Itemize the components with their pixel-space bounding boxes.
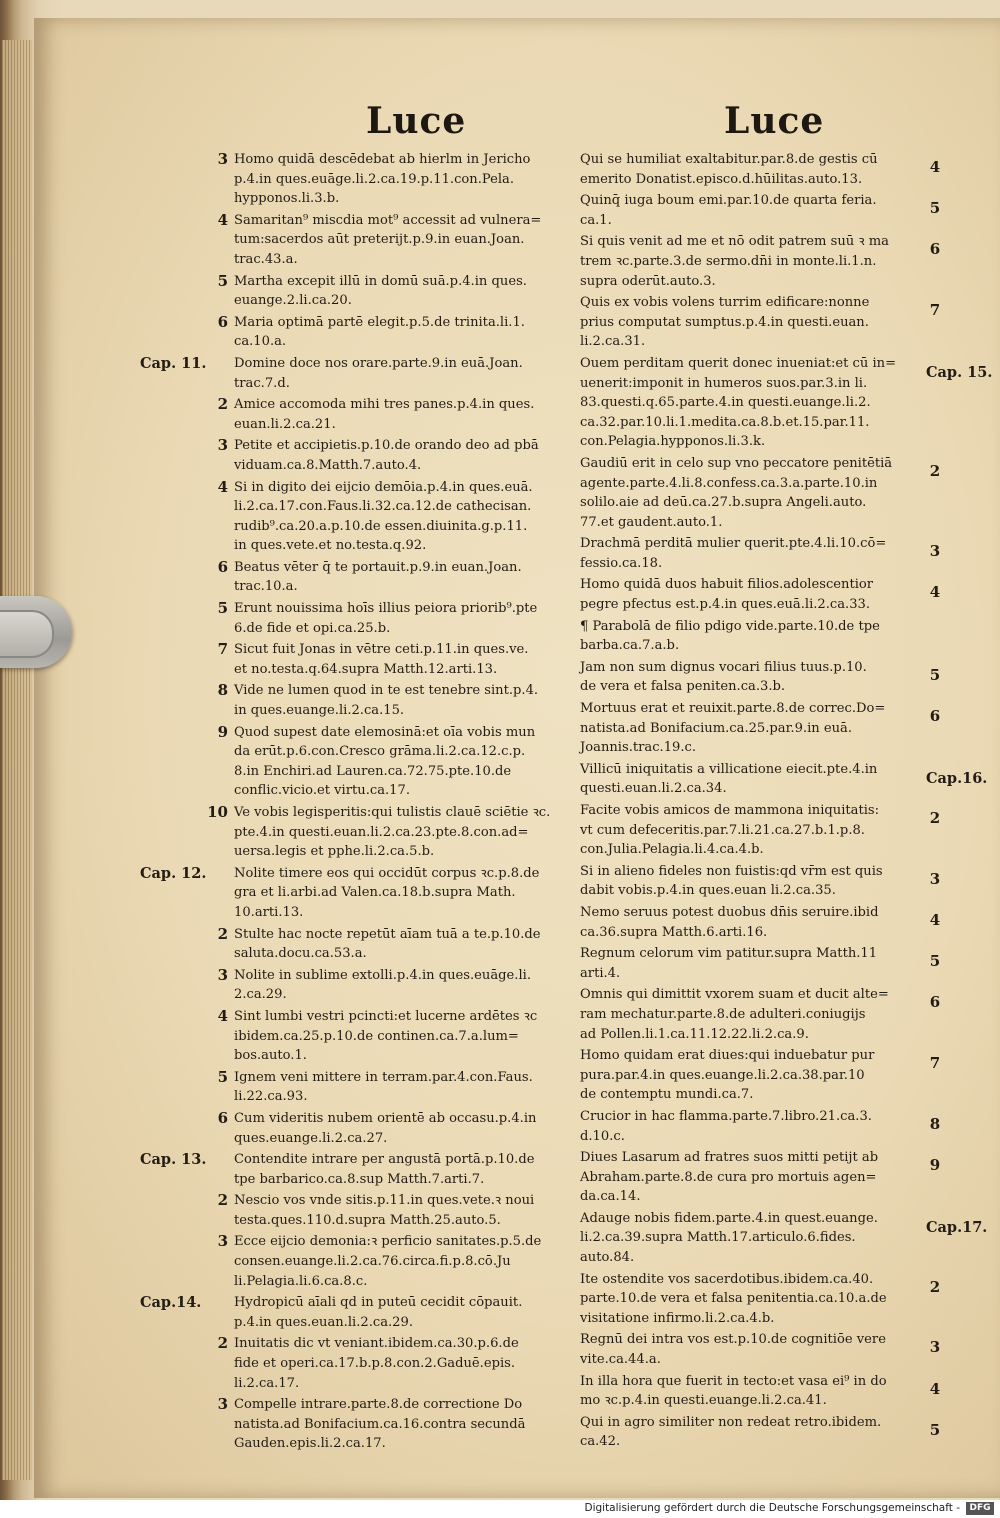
verse-number: 5 bbox=[929, 199, 941, 218]
entry bbox=[140, 436, 580, 475]
entry bbox=[140, 803, 580, 862]
entry bbox=[580, 1270, 980, 1329]
verse-number: 6 bbox=[929, 707, 941, 726]
entry bbox=[140, 966, 580, 1005]
entry-text: Si quis venit ad me et nō odit patrem suū ꝛ ma trem ꝛc.parte.3.de sermo.dn̄i in monte.li.1.n. supra oderūt.auto.3. bbox=[580, 234, 889, 289]
verse-number: 6 bbox=[217, 557, 228, 576]
page-clip-inner bbox=[0, 610, 54, 658]
entry-text: Erunt nouissima hoīs illius peiora priorib⁹.pte 6.de fide et opi.ca.25.b. bbox=[234, 601, 538, 636]
entry bbox=[140, 1150, 580, 1189]
running-header-right: Luce bbox=[724, 100, 825, 142]
chapter-label: Cap.16. bbox=[926, 769, 988, 787]
verse-number: 4 bbox=[929, 910, 941, 929]
entry-text: Petite et accipietis.p.10.de orando deo ad pbā viduam.ca.8.Matth.7.auto.4. bbox=[234, 438, 539, 473]
verse-number: 7 bbox=[929, 301, 941, 320]
verse-number: 3 bbox=[217, 436, 228, 455]
entry bbox=[140, 1109, 580, 1148]
entry bbox=[580, 575, 980, 614]
verse-number: 5 bbox=[929, 665, 941, 684]
entry bbox=[580, 1330, 980, 1369]
entry bbox=[580, 1372, 980, 1411]
entry bbox=[140, 599, 580, 638]
verse-number: 2 bbox=[217, 1191, 228, 1210]
entry-text: Quis ex vobis volens turrim edificare:nonne prius computat sumptus.p.4.in questi.euan. li.2.ca.31. bbox=[580, 295, 870, 350]
verse-number: 5 bbox=[929, 952, 941, 971]
entry-text: Samaritan⁹ miscdia mot⁹ accessit ad vulnera= tum:sacerdos aūt preterijt.p.9.in euan.Joan. trac.43.a. bbox=[234, 212, 542, 267]
verse-number: 4 bbox=[217, 210, 228, 229]
entry-text: Ouem perditam querit donec inueniat:et cū in= uenerit:imponit in humeros suos.par.3.in li. 83.questi.q.65.parte.4.in questi.euange.li.2. ca.32.par.10.li.1.medita.ca.8.b.et.15.par.11. con.Pelagia.hypponos.li.3.k. bbox=[580, 355, 897, 450]
entry bbox=[140, 1395, 580, 1454]
entry bbox=[140, 1191, 580, 1230]
entry-text: Facite vobis amicos de mammona iniquitatis: vt cum defeceritis.par.7.li.21.ca.27.b.1.p.8. con.Julia.Pelagia.li.4.ca.4.b. bbox=[580, 803, 880, 858]
verse-number: 10 bbox=[207, 803, 228, 821]
entry bbox=[140, 272, 580, 311]
entry-text: Regnū dei intra vos est.p.10.de cognitiōe vere vite.ca.44.a. bbox=[580, 1332, 886, 1368]
entry-text: Regnum celorum vim patitur.supra Matth.11 arti.4. bbox=[580, 946, 878, 981]
entry bbox=[580, 293, 980, 352]
verse-number: 5 bbox=[217, 1067, 228, 1086]
entry-text: Ignem veni mittere in terram.par.4.con.Faus. li.22.ca.93. bbox=[234, 1069, 533, 1105]
left-column bbox=[140, 150, 580, 1456]
verse-number: 6 bbox=[929, 993, 941, 1012]
entry bbox=[140, 313, 580, 352]
entry-text: Drachmā perditā mulier querit.pte.4.li.10.cō= fessio.ca.18. bbox=[580, 536, 887, 571]
verse-number: 3 bbox=[929, 542, 941, 561]
entry bbox=[580, 1148, 980, 1207]
entry bbox=[580, 191, 980, 230]
dfg-logo: DFG bbox=[966, 1502, 994, 1515]
entry bbox=[140, 723, 580, 801]
entry bbox=[140, 1232, 580, 1291]
entry bbox=[140, 864, 580, 923]
entry-text: Si in digito dei eijcio demōia.p.4.in ques.euā. li.2.ca.17.con.Faus.li.32.ca.12.de cathecisan. rudib⁹.ca.20.a.p.10.de essen.diuinita.g.p.11. in ques.vete.et no.testa.q.92. bbox=[234, 479, 533, 554]
entry bbox=[140, 150, 580, 209]
entry-text: In illa hora que fuerit in tecto:et vasa ei⁹ in do mo ꝛc.p.4.in questi.euange.li.2.ca.41. bbox=[580, 1373, 887, 1409]
entry bbox=[140, 1007, 580, 1066]
entry-text: Cum videritis nubem orientē ab occasu.p.4.in ques.euange.li.2.ca.27. bbox=[234, 1110, 537, 1146]
entry-text: Ite ostendite vos sacerdotibus.ibidem.ca.40. parte.10.de vera et falsa penitentia.ca.10.a.de visitatione infirmo.li.2.ca.4.b. bbox=[580, 1271, 887, 1326]
entry-text: Amice accomoda mihi tres panes.p.4.in ques. euan.li.2.ca.21. bbox=[234, 397, 535, 432]
entry-text: Homo quidam erat diues:qui induebatur pur pura.par.4.in ques.euange.li.2.ca.38.par.10 de contemptu mundi.ca.7. bbox=[580, 1048, 875, 1103]
entry-text: Maria optimā partē elegit.p.5.de trinita.li.1. ca.10.a. bbox=[234, 314, 525, 350]
entry-text: Martha excepit illū in domū suā.p.4.in ques. euange.2.li.ca.20. bbox=[234, 273, 527, 309]
entry bbox=[580, 801, 980, 860]
entry-text: Hydropicū aīali qd in puteū cecidit cōpauit. p.4.in ques.euan.li.2.ca.29. bbox=[234, 1295, 523, 1330]
verse-number: 8 bbox=[217, 681, 228, 700]
entry-text: Ve vobis legisperitis:qui tulistis clauē sciētie ꝛc. pte.4.in questi.euan.li.2.ca.23.pte.8.con.ad= uersa.legis et pphe.li.2.ca.5.b. bbox=[234, 805, 551, 860]
chapter-label: Cap.14. bbox=[140, 1294, 202, 1312]
entry-text: Stulte hac nocte repetūt aīam tuā a te.p.10.de saluta.docu.ca.53.a. bbox=[234, 926, 541, 962]
verse-number: 7 bbox=[217, 640, 228, 659]
footer-credit: Digitalisierung gefördert durch die Deutsche Forschungsgemeinschaft - bbox=[584, 1502, 960, 1514]
entry-text: Gaudiū erit in celo sup vno peccatore penitētiā agente.parte.4.li.8.confess.ca.3.a.parte.10.in solilo.aie ad deū.ca.27.b.supra Angeli.auto. 77.et gaudent.auto.1. bbox=[580, 455, 893, 530]
verse-number: 3 bbox=[217, 965, 228, 984]
chapter-label: Cap. 13. bbox=[140, 1151, 207, 1169]
entry bbox=[140, 1068, 580, 1107]
entry bbox=[140, 925, 580, 964]
entry bbox=[140, 395, 580, 434]
entry bbox=[580, 1046, 980, 1105]
verse-number: 2 bbox=[217, 1334, 228, 1353]
entry-text: Jam non sum dignus vocari filius tuus.p.10. de vera et falsa peniten.ca.3.b. bbox=[580, 659, 867, 695]
chapter-label: Cap. 15. bbox=[926, 363, 993, 381]
entry-text: Homo quidā descēdebat ab hierlm in Jericho p.4.in ques.euāge.li.2.ca.19.p.11.con.Pela. hypponos.li.3.b. bbox=[234, 152, 531, 207]
verse-number: 8 bbox=[929, 1114, 941, 1133]
footer-bar bbox=[0, 1500, 1000, 1518]
entry-text: Nolite in sublime extolli.p.4.in ques.euāge.li. 2.ca.29. bbox=[234, 967, 531, 1003]
entry bbox=[580, 903, 980, 942]
verse-number: 5 bbox=[217, 599, 228, 618]
entry bbox=[580, 617, 980, 656]
entry-text: Crucior in hac flamma.parte.7.libro.21.ca.3. d.10.c. bbox=[580, 1108, 872, 1144]
verse-number: 3 bbox=[217, 1232, 228, 1251]
entry bbox=[580, 454, 980, 532]
verse-number: 2 bbox=[217, 395, 228, 414]
entry-text: Sicut fuit Jonas in vētre ceti.p.11.in ques.ve. et no.testa.q.64.supra Matth.12.arti.13. bbox=[234, 642, 529, 677]
verse-number: 3 bbox=[929, 1338, 941, 1357]
verse-number: 6 bbox=[217, 1108, 228, 1127]
verse-number: 5 bbox=[929, 1420, 941, 1439]
verse-number: 3 bbox=[217, 1395, 228, 1414]
verse-number: 4 bbox=[929, 158, 941, 176]
running-header-left: Luce bbox=[366, 100, 467, 142]
entry bbox=[580, 760, 988, 799]
entry bbox=[580, 354, 993, 452]
entry-text: Beatus vēter q̄ te portauit.p.9.in euan.Joan. trac.10.a. bbox=[234, 559, 522, 595]
entry-text: Homo quidā duos habuit filios.adolescentior pegre pfectus est.p.4.in ques.euā.li.2.ca.33. bbox=[580, 577, 874, 613]
entry bbox=[140, 1334, 580, 1393]
entry-text: Sint lumbi vestri pcincti:et lucerne ardētes ꝛc ibidem.ca.25.p.10.de continen.ca.7.a.lum= bos.auto.1. bbox=[234, 1008, 538, 1064]
entry bbox=[580, 658, 980, 697]
entry bbox=[580, 944, 980, 983]
verse-number: 4 bbox=[929, 1379, 941, 1398]
right-column bbox=[580, 150, 993, 1454]
entry-text: Nescio vos vnde sitis.p.11.in ques.vete.ꝛ noui testa.ques.110.d.supra Matth.25.auto.5. bbox=[234, 1193, 535, 1228]
page-clip bbox=[0, 596, 72, 668]
entry-text: Adauge nobis fidem.parte.4.in quest.euange. li.2.ca.39.supra Matth.17.articulo.6.fides. auto.84. bbox=[580, 1210, 878, 1266]
entry-text: Diues Lasarum ad fratres suos mitti petijt ab Abraham.parte.8.de cura pro mortuis agen= da.ca.14. bbox=[580, 1150, 879, 1205]
verse-number: 7 bbox=[929, 1054, 941, 1073]
entry-text: Si in alieno fideles non fuistis:qd vr̄m est quis dabit vobis.p.4.in ques.euan li.2.ca.35. bbox=[580, 863, 883, 899]
chapter-label: Cap. 12. bbox=[140, 864, 207, 882]
entry-text: Villicū iniquitatis a villicatione eiecit.pte.4.in questi.euan.li.2.ca.34. bbox=[580, 761, 878, 797]
verse-number: 4 bbox=[929, 583, 941, 602]
verse-number: 4 bbox=[217, 1006, 228, 1025]
entry-text: Omnis qui dimittit vxorem suam et ducit alte= ram mechatur.parte.8.de adulteri.coniugijs ad Pollen.li.1.ca.11.12.22.li.2.ca.9. bbox=[580, 987, 889, 1042]
entry bbox=[580, 534, 980, 573]
entry-text: Quod supest date elemosinā:et oīa vobis mun da erūt.p.6.con.Cresco grāma.li.2.ca.12.c.p. 8.in Enchiri.ad Lauren.ca.72.75.pte.10.de conflic.vicio.et virtu.ca.17. bbox=[234, 724, 536, 799]
entry bbox=[140, 558, 580, 597]
entry bbox=[580, 1107, 980, 1146]
entry-text: Qui se humiliat exaltabitur.par.8.de gestis cū emerito Donatist.episco.d.hūilitas.auto.13. bbox=[580, 152, 878, 187]
verse-number: 3 bbox=[929, 869, 941, 888]
entry bbox=[140, 211, 580, 270]
verse-number: 2 bbox=[929, 809, 941, 827]
entry bbox=[140, 1293, 580, 1332]
entry bbox=[140, 640, 580, 679]
entry-text: Nolite timere eos qui occidūt corpus ꝛc.p.8.de gra et li.arbi.ad Valen.ca.18.b.supra Math. 10.arti.13. bbox=[234, 865, 540, 920]
verse-number: 6 bbox=[217, 312, 228, 331]
verse-number: 5 bbox=[217, 271, 228, 290]
entry bbox=[580, 150, 980, 189]
chapter-label: Cap.17. bbox=[926, 1218, 988, 1236]
verse-number: 9 bbox=[217, 722, 228, 741]
entry-text: Compelle intrare.parte.8.de correctione Do natista.ad Bonifacium.ca.16.contra secundā Gauden.epis.li.2.ca.17. bbox=[234, 1397, 526, 1452]
verse-number: 2 bbox=[217, 924, 228, 943]
entry bbox=[580, 1209, 988, 1268]
entry-text: Quinq̄ iuga boum emi.par.10.de quarta feria. ca.1. bbox=[580, 193, 877, 228]
entry bbox=[580, 862, 980, 901]
verse-number: 2 bbox=[929, 461, 941, 480]
entry-text: ¶ Parabolā de filio pdigo vide.parte.10.de tpe barba.ca.7.a.b. bbox=[580, 618, 880, 654]
entry-text: Qui in agro similiter non redeat retro.ibidem. ca.42. bbox=[580, 1414, 882, 1450]
verse-number: 6 bbox=[929, 240, 941, 259]
entry bbox=[580, 985, 980, 1044]
entry bbox=[140, 354, 580, 393]
entry-text: Nemo seruus potest duobus dn̄is seruire.ibid ca.36.supra Matth.6.arti.16. bbox=[580, 904, 879, 940]
entry bbox=[580, 1413, 980, 1452]
verse-number: 4 bbox=[217, 477, 228, 496]
entry-text: Ecce eijcio demonia:ꝛ perficio sanitates.p.5.de consen.euange.li.2.ca.76.circa.fi.p.8.cō.Ju li.Pelagia.li.6.ca.8.c. bbox=[234, 1234, 542, 1289]
entry-text: Domine doce nos orare.parte.9.in euā.Joan. trac.7.d. bbox=[234, 355, 523, 391]
verse-number: 3 bbox=[217, 150, 228, 168]
verse-number: 2 bbox=[929, 1277, 941, 1296]
entry-text: Mortuus erat et reuixit.parte.8.de correc.Do= natista.ad Bonifacium.ca.25.par.9.in euā. Joannis.trac.19.c. bbox=[580, 701, 886, 756]
entry-text: Contendite intrare per angustā portā.p.10.de tpe barbarico.ca.8.sup Matth.7.arti.7. bbox=[234, 1152, 535, 1187]
entry bbox=[140, 478, 580, 556]
page-edges bbox=[2, 40, 32, 1480]
chapter-label: Cap. 11. bbox=[140, 354, 207, 372]
entry bbox=[580, 699, 980, 758]
verse-number: 9 bbox=[929, 1156, 941, 1175]
entry bbox=[140, 681, 580, 720]
entry bbox=[580, 232, 980, 291]
entry-text: Inuitatis dic vt veniant.ibidem.ca.30.p.6.de fide et operi.ca.17.b.p.8.con.2.Gaduē.epis. li.2.ca.17. bbox=[234, 1336, 519, 1391]
entry-text: Vide ne lumen quod in te est tenebre sint.p.4. in ques.euange.li.2.ca.15. bbox=[234, 683, 539, 719]
